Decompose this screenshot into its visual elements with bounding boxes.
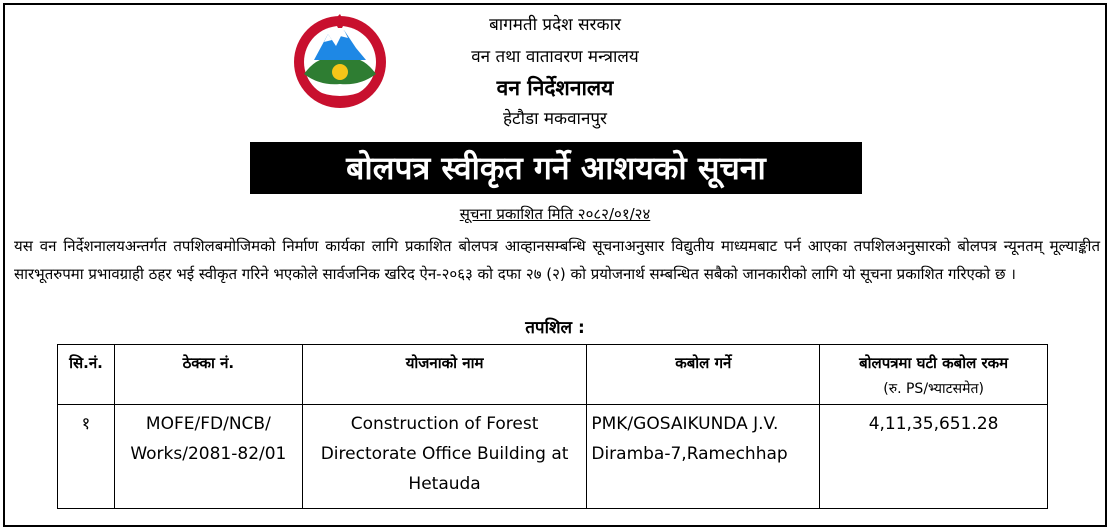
cell-sn: १	[58, 405, 115, 509]
col-header-amount	[820, 345, 1048, 405]
directorate-name: वन निर्देशनालय	[496, 76, 614, 100]
cell-project-name: Construction of Forest Directorate Office Building at Hetauda	[302, 405, 587, 509]
schedule-label: तपशिल :	[525, 318, 585, 338]
notice-title: बोलपत्र स्वीकृत गर्ने आशयको सूचना	[250, 142, 862, 194]
cell-bidder	[587, 405, 820, 509]
ministry-name: वन तथा वातावरण मन्त्रालय	[471, 47, 639, 67]
notice-body: यस वन निर्देशनालयअन्तर्गत तपशिलबमोजिमको निर्माण कार्यका लागि प्रकाशित बोलपत्र आव्हानसम्बन्धि सूचनाअनुसार विद्युतीय माध्यमबाट पर्न आएका तपशिलअनुसारको बोलपत्र न्यूनतम् मूल्याङ्कीत सारभूतरुपमा प्रभावग्राही ठहर भई स्वीकृत गरिने भएकोले सार्वजनिक खरिद ऐन-२०६३ को दफा २७ (२) को प्रयोजनार्थ सम्बन्धित सबैको जानकारीको लागि यो सूचना प्रकाशित गरिएको छ ।	[14, 237, 1100, 283]
col-header-bidder: कबोल गर्ने	[587, 345, 820, 405]
province-government: बागमती प्रदेश सरकार	[489, 15, 621, 35]
col-header-amount-sub: (रु. PS/भ्याटसमेत)	[883, 381, 984, 397]
bid-table	[57, 344, 1048, 509]
office-location: हेटौडा मकवानपुर	[502, 109, 608, 129]
cell-contract-no: MOFE/FD/NCB/ Works/2081-82/01	[114, 405, 302, 509]
col-header-project-name: योजनाको नाम	[302, 345, 587, 405]
col-header-amount-label: बोलपत्रमा घटी कबोल रकम	[859, 354, 1009, 372]
table-row	[58, 405, 1048, 509]
bidder-name: PMK/GOSAIKUNDA J.V.	[591, 414, 779, 434]
published-date-text: सूचना प्रकाशित मिति २०८२/०१/२४	[459, 205, 651, 223]
col-header-contract-no: ठेक्का नं.	[114, 345, 302, 405]
bidder-address: Diramba-7,Ramechhap	[591, 444, 788, 464]
published-date	[0, 204, 1110, 224]
col-header-sn: सि.नं.	[58, 345, 115, 405]
cell-amount: 4,11,35,651.28	[820, 405, 1048, 509]
table-header-row	[58, 345, 1048, 405]
